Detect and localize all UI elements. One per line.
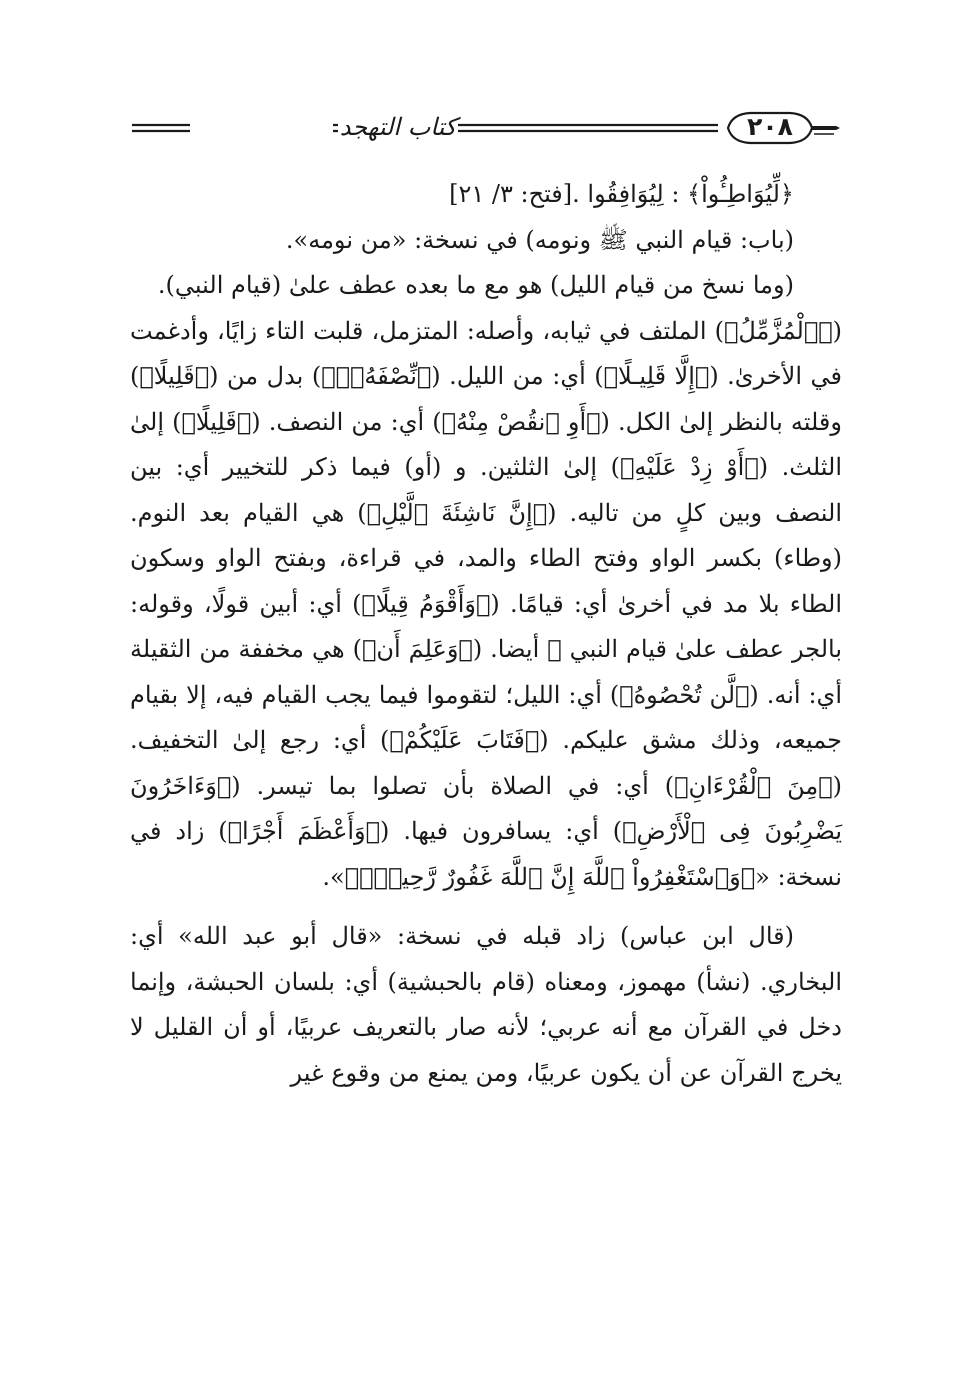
paragraph: (قال ابن عباس) زاد قبله في نسخة: «قال أبو عبد الله» أي: البخاري. (نشأ) مهموز، ومعناه (قام بالحبشية) أي: بلسان الحبشة، وإنما دخل في القرآن مع أنه عربي؛ لأنه صار بالتعريف عربيًا، أو أن القليل لا يخرج القرآن عن أن يكون عربيًا، ومن يمنع من وقوع غير [130,922,842,1087]
paragraph: (وما نسخ من قيام الليل) هو مع ما بعده عطف علىٰ (قيام النبي). [157,271,794,299]
paragraph: (﴿ٱلْمُزَّمِّلُ﴾) الملتف في ثيابه، وأصله: المتزمل، قلبت التاء زايًا، وأدغمت في الأخرىٰ. (﴿إِلَّا قَلِيـلًا﴾) أي: من الليل. (﴿نِّصْفَهُۥٓ﴾) بدل من (﴿قَلِيلًا﴾) وقلته بالنظر إلىٰ الكل. (﴿أَوِ ٱنقُصْ مِنْهُ﴾) أي: من النصف. (﴿قَلِيلًا﴾) إلىٰ الثلث. (﴿أَوْ زِدْ عَلَيْهِ﴾) إلىٰ الثلثين. و (أو) فيما ذكر للتخيير أي: بين النصف وبين كلٍ من تاليه. (﴿إِنَّ نَاشِئَةَ ٱلَّيْلِ﴾) هي القيام بعد النوم. (وطاء) بكسر الواو وفتح الطاء والمد، في قراءة، وبفتح الواو وسكون الطاء بلا مد في أخرىٰ أي: قيامًا. (﴿وَأَقْوَمُ قِيلًا﴾) أي: أبين قولًا، وقوله: بالجر عطف علىٰ قيام النبي ﷺ أيضا. (﴿وَعَلِمَ أَن﴾) هي مخففة من الثقيلة أي: أنه. (﴿لَّن تُحْصُوهُ﴾) أي: الليل؛ لتقوموا فيما يجب القيام فيه، إلا بقيام جميعه، وذلك مشق عليكم. (﴿فَتَابَ عَلَيْكُمْ﴾) أي: رجع إلىٰ التخفيف. (﴿مِنَ ٱلْقُرْءَانِ﴾) أي: في الصلاة بأن تصلوا بما تيسر. (﴿وَءَاخَرُونَ يَضْرِبُونَ فِى ٱلْأَرْضِ﴾) أي: يسافرون فيها. (﴿وَأَعْظَمَ أَجْرًا﴾) زاد في نسخة: «﴿وَٱسْتَغْفِرُواْ ٱللَّهَ إِنَّ ٱللَّهَ غَفُورٌ رَّحِيمٌۢ﴾». [130,316,843,891]
paragraph: ﴿لِّيُوَاطِـُٔواْ﴾ : لِيُوَافِقُوا .[فتح: ٣/ ٢١] [449,180,794,208]
page-number: ٢٠٨ [747,112,793,141]
running-title: كتاب التهجد [339,113,457,141]
body-text [130,172,842,1096]
paragraph: (باب: قيام النبي ﷺ ونومه) في نسخة: «من نومه». [285,225,794,254]
page-header [128,108,840,152]
